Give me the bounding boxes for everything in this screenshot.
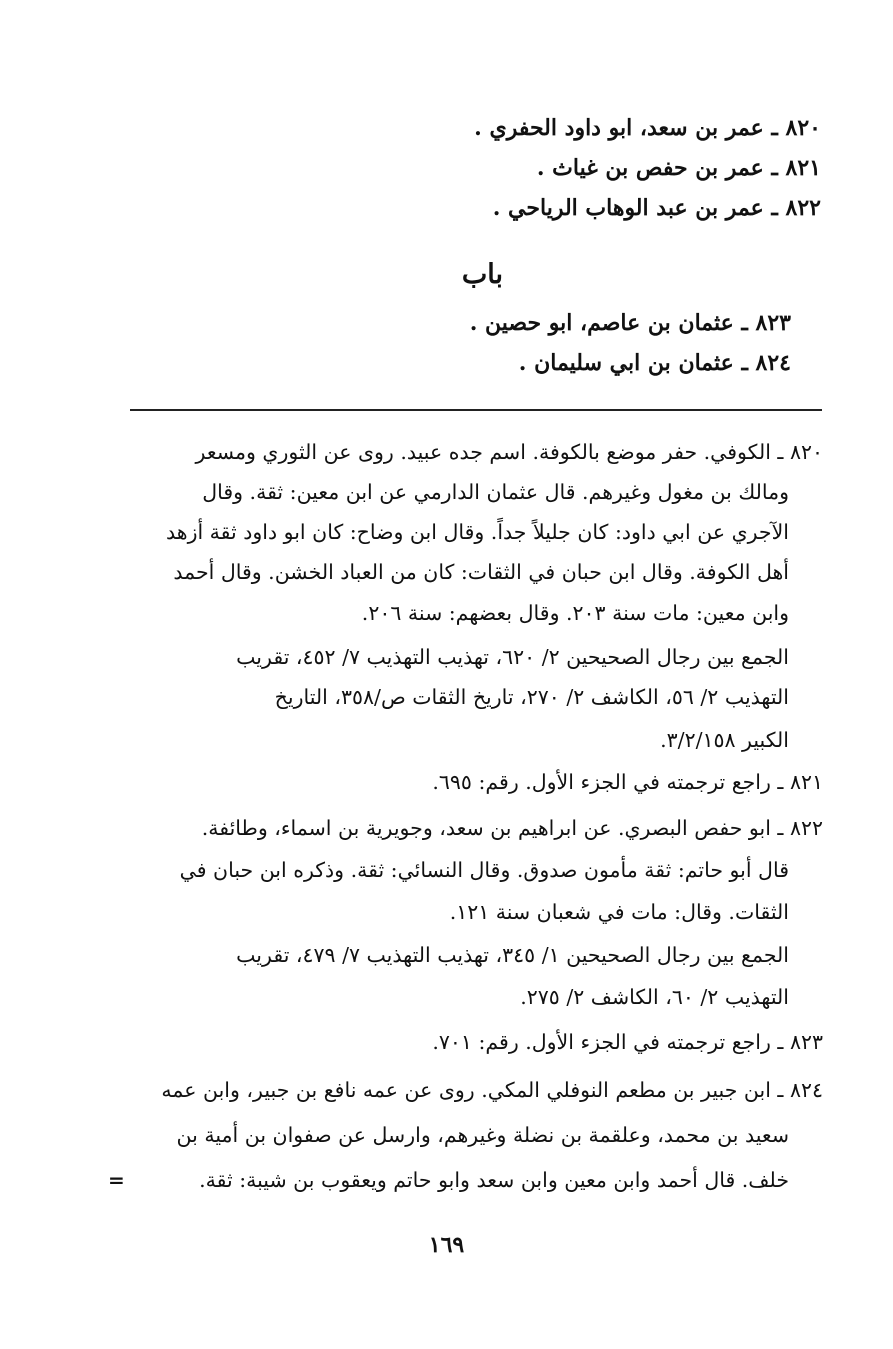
page-number: ١٦٩ <box>428 1232 465 1258</box>
note-line: سعيد بن محمد، وعلقمة بن نضلة وغيرهم، وارسل عن صفوان بن أمية بن <box>176 1123 789 1147</box>
note-line: الآجري عن ابي داود: كان جليلاً جداً. وقال ابن وضاح: كان ابو داود ثقة أزهد <box>166 520 789 544</box>
index-entry-822: ٨٢٢ ـ عمر بن عبد الوهاب الرياحي . <box>492 195 821 221</box>
note-line: خلف. قال أحمد وابن معين وابن سعد وابو حاتم ويعقوب بن شيبة: ثقة. <box>199 1168 789 1192</box>
index-entry-820: ٨٢٠ ـ عمر بن سعد، ابو داود الحفري . <box>474 115 821 141</box>
note-line: ٨٢٢ ـ ابو حفص البصري. عن ابراهيم بن سعد، وجويرية بن اسماء، وطائفة. <box>201 816 823 840</box>
note-line: أهل الكوفة. وقال ابن حبان في الثقات: كان من العباد الخشن. وقال أحمد <box>173 560 789 584</box>
note-line: ومالك بن مغول وغيرهم. قال عثمان الدارمي عن ابن معين: ثقة. وقال <box>202 480 789 504</box>
note-line: ٨٢٤ ـ ابن جبير بن مطعم النوفلي المكي. روى عن عمه نافع بن جبير، وابن عمه <box>161 1078 823 1102</box>
note-line: قال أبو حاتم: ثقة مأمون صدوق. وقال النسائي: ثقة. وذكره ابن حبان في <box>179 858 789 882</box>
note-line: الكبير ٣/٢/١٥٨. <box>660 728 789 752</box>
note-line: وابن معين: مات سنة ٢٠٣. وقال بعضهم: سنة ٢٠٦. <box>361 601 789 625</box>
continuation-mark: = <box>108 1168 125 1192</box>
note-line: الجمع بين رجال الصحيحين ١/ ٣٤٥، تهذيب التهذيب ٧/ ٤٧٩، تقريب <box>236 943 789 967</box>
index-entry-823: ٨٢٣ ـ عثمان بن عاصم، ابو حصين . <box>469 310 791 336</box>
section-heading: باب <box>461 259 503 290</box>
note-line: التهذيب ٢/ ٥٦، الكاشف ٢/ ٢٧٠، تاريخ الثقات ص/٣٥٨، التاريخ <box>274 685 789 709</box>
index-entry-824: ٨٢٤ ـ عثمان بن ابي سليمان . <box>518 350 791 376</box>
note-line: الثقات. وقال: مات في شعبان سنة ١٢١. <box>449 900 789 924</box>
footnote-divider <box>130 409 822 411</box>
note-line: ٨٢١ ـ راجع ترجمته في الجزء الأول. رقم: ٦٩٥. <box>432 770 823 794</box>
note-line: ٨٢٣ ـ راجع ترجمته في الجزء الأول. رقم: ٧٠١. <box>432 1030 823 1054</box>
note-line: الجمع بين رجال الصحيحين ٢/ ٦٢٠، تهذيب التهذيب ٧/ ٤٥٢، تقريب <box>236 645 789 669</box>
note-line: ٨٢٠ ـ الكوفي. حفر موضع بالكوفة. اسم جده عبيد. روى عن الثوري ومسعر <box>195 440 823 464</box>
index-entry-821: ٨٢١ ـ عمر بن حفص بن غياث . <box>536 155 821 181</box>
note-line: التهذيب ٢/ ٦٠، الكاشف ٢/ ٢٧٥. <box>520 985 789 1009</box>
